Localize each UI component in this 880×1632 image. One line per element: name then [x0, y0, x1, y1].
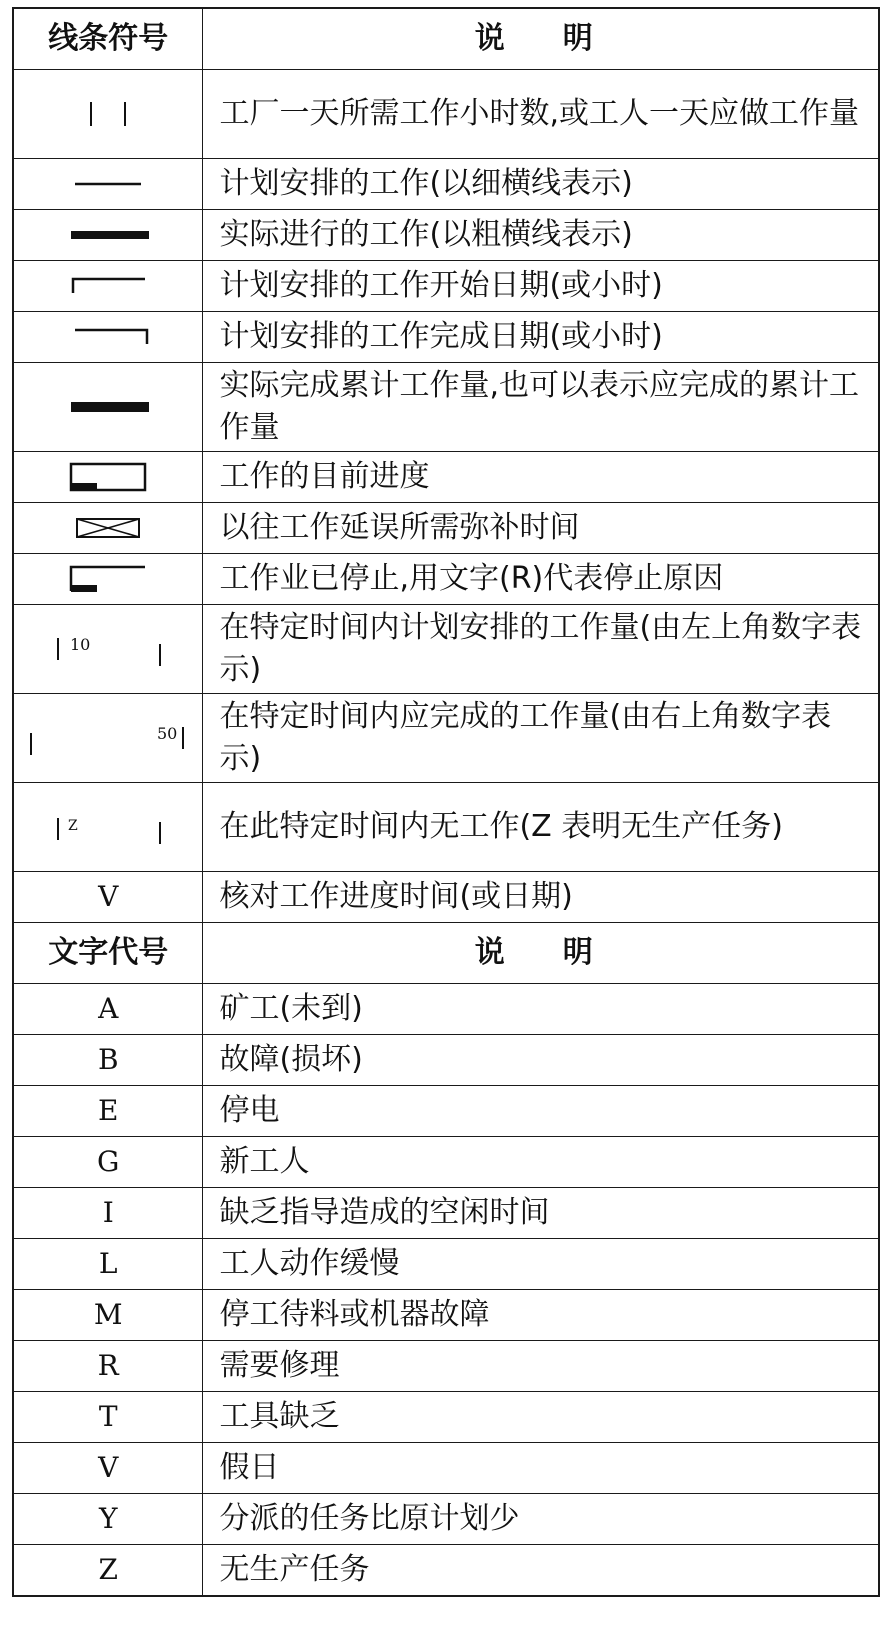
table-row: [13, 363, 879, 452]
code-letter: V: [13, 1443, 203, 1494]
table-row: [13, 312, 879, 363]
planned-quantity-label: 10: [70, 635, 91, 654]
line-symbol-header-row: [13, 8, 879, 70]
table-row: [13, 872, 879, 923]
code-description: 分派的任务比原计划少: [203, 1494, 879, 1545]
table-row: [13, 261, 879, 312]
symbol-description: 在特定时间内应完成的工作量(由右上角数字表示): [203, 694, 879, 783]
cumulative-thick-line-icon: [33, 387, 183, 427]
table-row: [13, 605, 879, 694]
top-left-number-icon: [28, 624, 188, 674]
table-row: [13, 1545, 879, 1597]
code-letter: T: [13, 1392, 203, 1443]
code-letter: Z: [13, 1545, 203, 1597]
code-description: 无生产任务: [203, 1545, 879, 1597]
code-letter: Y: [13, 1494, 203, 1545]
stopped-work-icon: [33, 561, 183, 597]
code-description: 缺乏指导造成的空闲时间: [203, 1188, 879, 1239]
table-row: [13, 1392, 879, 1443]
symbol-description: 计划安排的工作开始日期(或小时): [203, 261, 879, 312]
table-row: [13, 1035, 879, 1086]
thick-line-icon: [33, 220, 183, 250]
code-description: 故障(损坏): [203, 1035, 879, 1086]
table-row: [13, 1443, 879, 1494]
symbol-description: 工作业已停止,用文字(R)代表停止原因: [203, 554, 879, 605]
table-row: [13, 159, 879, 210]
code-letter: R: [13, 1341, 203, 1392]
description-column-header: 说明: [203, 923, 879, 984]
gantt-symbol-legend-table: [12, 7, 880, 1597]
code-description: 新工人: [203, 1137, 879, 1188]
start-bracket-icon: [33, 271, 183, 301]
symbol-description: 计划安排的工作(以细横线表示): [203, 159, 879, 210]
table-row: [13, 783, 879, 872]
double-bar-icon: [33, 94, 183, 134]
symbol-description: 以往工作延误所需弥补时间: [203, 503, 879, 554]
cross-box-icon: [33, 513, 183, 543]
code-description: 需要修理: [203, 1341, 879, 1392]
code-letter: A: [13, 984, 203, 1035]
z-marker-icon: [28, 802, 188, 852]
thin-line-icon: [33, 169, 183, 199]
symbol-column-header: 线条符号: [13, 8, 203, 70]
code-description: 矿工(未到): [203, 984, 879, 1035]
code-description: 假日: [203, 1443, 879, 1494]
code-letter: I: [13, 1188, 203, 1239]
code-letter: M: [13, 1290, 203, 1341]
table-row: [13, 210, 879, 261]
progress-box-icon: [33, 459, 183, 495]
end-bracket-icon: [33, 322, 183, 352]
code-letter: L: [13, 1239, 203, 1290]
symbol-description: 在特定时间内计划安排的工作量(由左上角数字表示): [203, 605, 879, 694]
symbol-description: 核对工作进度时间(或日期): [203, 872, 879, 923]
code-letter: B: [13, 1035, 203, 1086]
code-description: 工具缺乏: [203, 1392, 879, 1443]
code-letter: E: [13, 1086, 203, 1137]
symbol-description: 实际进行的工作(以粗横线表示): [203, 210, 879, 261]
code-letter: G: [13, 1137, 203, 1188]
table-row: [13, 1086, 879, 1137]
table-row: [13, 984, 879, 1035]
table-row: [13, 1494, 879, 1545]
description-column-header: 说明: [203, 8, 879, 70]
check-v-icon: V: [13, 872, 203, 923]
code-description: 停电: [203, 1086, 879, 1137]
table-row: [13, 554, 879, 605]
symbol-description: 工作的目前进度: [203, 452, 879, 503]
symbol-description: 在此特定时间内无工作(Z 表明无生产任务): [203, 783, 879, 872]
text-code-header-row: [13, 923, 879, 984]
table-row: [13, 1239, 879, 1290]
table-row: [13, 503, 879, 554]
code-column-header: 文字代号: [13, 923, 203, 984]
required-quantity-label: 50: [157, 724, 178, 743]
table-row: [13, 452, 879, 503]
table-row: [13, 1188, 879, 1239]
code-description: 停工待料或机器故障: [203, 1290, 879, 1341]
code-description: 工人动作缓慢: [203, 1239, 879, 1290]
table-row: [13, 1137, 879, 1188]
symbol-description: 工厂一天所需工作小时数,或工人一天应做工作量: [203, 70, 879, 159]
symbol-description: 实际完成累计工作量,也可以表示应完成的累计工作量: [203, 363, 879, 452]
table-row: [13, 1290, 879, 1341]
symbol-description: 计划安排的工作完成日期(或小时): [203, 312, 879, 363]
table-row: [13, 70, 879, 159]
top-right-number-icon: [23, 713, 193, 763]
table-row: [13, 694, 879, 783]
no-work-marker-label: Z: [68, 818, 78, 834]
table-row: [13, 1341, 879, 1392]
